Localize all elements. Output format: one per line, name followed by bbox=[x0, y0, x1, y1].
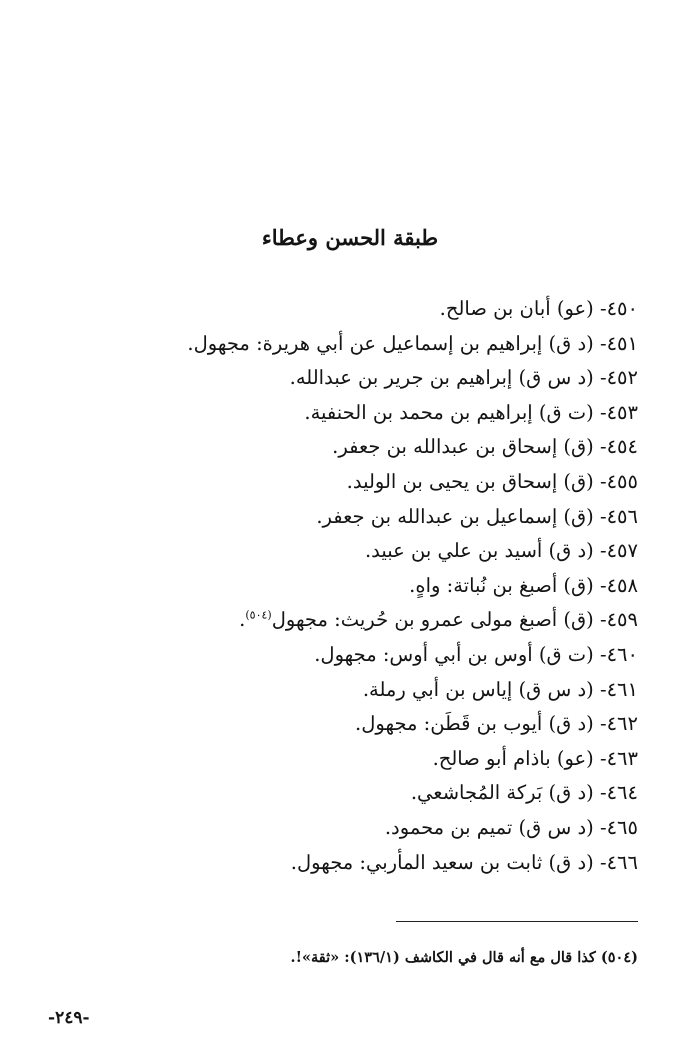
entry-text: (عو) باذام أبو صالح. bbox=[432, 746, 594, 770]
entry-number: ٤٦٤- bbox=[599, 781, 638, 805]
list-item bbox=[58, 430, 638, 465]
entry-text: (ق) أصبغ مولى عمرو بن حُريث: مجهول bbox=[271, 608, 594, 632]
entry-number: ٤٦٢- bbox=[599, 712, 638, 736]
entry-number: ٤٥٥- bbox=[599, 469, 638, 493]
entry-number: ٤٥٠- bbox=[599, 297, 638, 320]
list-item bbox=[58, 638, 638, 673]
list-item bbox=[58, 327, 638, 362]
entry-number: ٤٦٦- bbox=[599, 850, 638, 874]
page-number: -٢٤٩- bbox=[48, 1008, 90, 1028]
footnote-504: (٥٠٤) كذا قال مع أنه قال في الكاشف (١٣٦/١): «ثقة»!. bbox=[290, 949, 638, 966]
list-item bbox=[58, 292, 638, 327]
entry-text: (د ق) أسيد بن علي بن عبيد. bbox=[364, 539, 594, 563]
list-item bbox=[58, 534, 638, 569]
list-item bbox=[58, 846, 638, 881]
entry-text: (د س ق) تميم بن محمود. bbox=[384, 815, 594, 839]
list-item bbox=[58, 742, 638, 777]
entry-text: (ق) إسماعيل بن عبدالله بن جعفر. bbox=[316, 504, 594, 528]
list-item bbox=[58, 361, 638, 396]
entry-text: (ق) إسحاق بن يحيى بن الوليد. bbox=[346, 469, 594, 493]
list-item bbox=[58, 673, 638, 708]
entry-text: (د س ق) إياس بن أبي رملة. bbox=[362, 677, 594, 701]
list-item bbox=[58, 500, 638, 535]
list-item bbox=[58, 776, 638, 811]
footnote-divider bbox=[396, 921, 638, 922]
section-heading: طبقة الحسن وعطاء bbox=[261, 225, 439, 250]
list-item bbox=[58, 396, 638, 431]
list-item bbox=[58, 465, 638, 500]
entry-terminal-punctuation: . bbox=[239, 608, 246, 632]
entry-text: (د س ق) إبراهيم بن جرير بن عبدالله. bbox=[289, 366, 594, 390]
entry-text: (عو) أبان بن صالح. bbox=[439, 297, 594, 320]
entry-list bbox=[58, 292, 638, 880]
entry-number: ٤٥٣- bbox=[599, 400, 638, 424]
entry-text: (ت ق) إبراهيم بن محمد بن الحنفية. bbox=[304, 400, 594, 424]
list-item bbox=[58, 811, 638, 846]
entry-number: ٤٥١- bbox=[599, 331, 638, 355]
entry-number: ٤٥٦- bbox=[599, 504, 638, 528]
entry-number: ٤٦٥- bbox=[599, 815, 638, 839]
entry-number: ٤٦١- bbox=[599, 677, 638, 701]
entry-text: (د ق) أيوب بن قَطَن: مجهول. bbox=[355, 712, 594, 736]
entry-text: (ق) أصبغ بن نُباتة: واهٍ. bbox=[409, 573, 594, 597]
list-item bbox=[58, 707, 638, 742]
footnote-reference[interactable]: (٥٠٤) bbox=[245, 608, 272, 622]
entry-number: ٤٥٧- bbox=[599, 539, 638, 563]
list-item bbox=[58, 603, 638, 638]
entry-text: (د ق) ثابت بن سعيد المأربي: مجهول. bbox=[290, 850, 594, 874]
entry-number: ٤٥٩- bbox=[599, 608, 638, 632]
entry-number: ٤٦٣- bbox=[599, 746, 638, 770]
entry-text: (د ق) بَركة المُجاشعي. bbox=[410, 781, 594, 805]
entry-text: (ت ق) أوس بن أبي أوس: مجهول. bbox=[314, 642, 594, 666]
list-item bbox=[58, 569, 638, 604]
entry-number: ٤٥٤- bbox=[599, 435, 638, 459]
entry-text: (ق) إسحاق بن عبدالله بن جعفر. bbox=[332, 435, 594, 459]
entry-text: (د ق) إبراهيم بن إسماعيل عن أبي هريرة: مجهول. bbox=[187, 331, 594, 355]
entry-number: ٤٥٢- bbox=[599, 366, 638, 390]
entry-number: ٤٦٠- bbox=[599, 642, 638, 666]
entry-number: ٤٥٨- bbox=[599, 573, 638, 597]
